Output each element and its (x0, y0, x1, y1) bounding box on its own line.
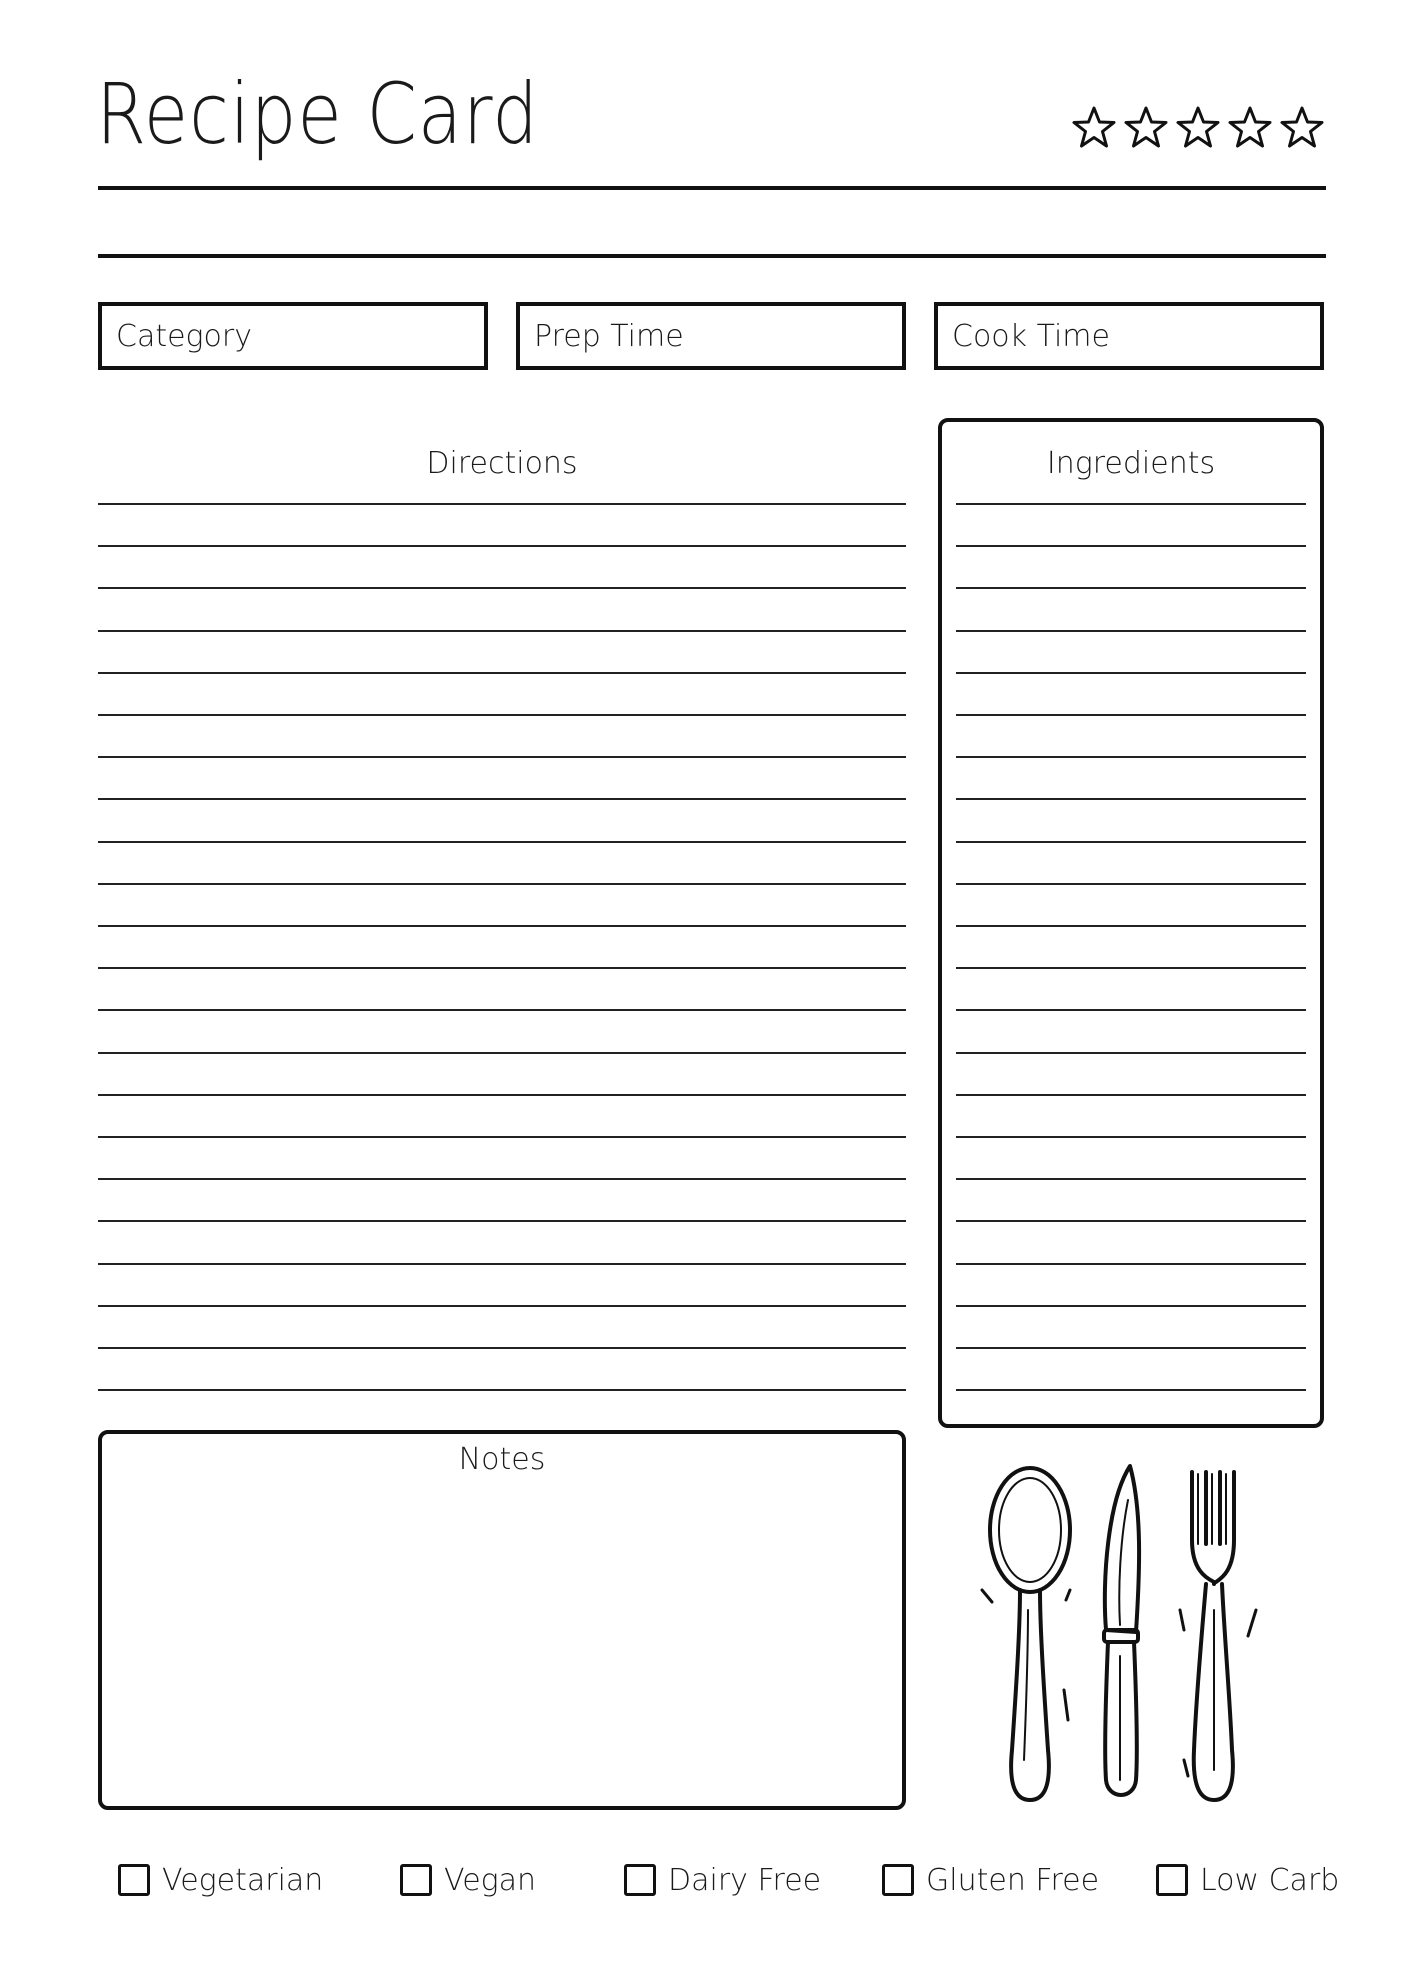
directions-line[interactable] (98, 503, 906, 505)
directions-line[interactable] (98, 1347, 906, 1349)
low-carb-option[interactable] (1156, 1860, 1339, 1900)
directions-line[interactable] (98, 1220, 906, 1222)
dairy-free-option[interactable] (624, 1860, 821, 1900)
ingredients-heading: Ingredients (1046, 446, 1216, 481)
prep-time-label: Prep Time (534, 318, 684, 354)
category-label: Category (116, 318, 252, 354)
directions-heading: Directions (426, 446, 578, 481)
title-underline (98, 186, 1326, 190)
ingredient-line[interactable] (956, 1389, 1306, 1391)
checkbox-icon[interactable] (624, 1864, 656, 1896)
directions-line[interactable] (98, 883, 906, 885)
directions-line[interactable] (98, 587, 906, 589)
checkbox-icon[interactable] (118, 1864, 150, 1896)
star-icon[interactable] (1226, 104, 1274, 152)
directions-line[interactable] (98, 798, 906, 800)
gluten-free-option[interactable] (882, 1860, 1099, 1900)
directions-line[interactable] (98, 1263, 906, 1265)
vegetarian-label: Vegetarian (162, 1862, 324, 1898)
notes-box[interactable] (98, 1430, 906, 1810)
ingredient-line[interactable] (956, 883, 1306, 885)
checkbox-icon[interactable] (882, 1864, 914, 1896)
ingredient-line[interactable] (956, 503, 1306, 505)
rating-stars[interactable] (1070, 104, 1326, 152)
vegan-label: Vegan (444, 1862, 537, 1898)
dairy-free-label: Dairy Free (668, 1862, 822, 1898)
spoon-icon (982, 1468, 1070, 1800)
knife-icon (1104, 1466, 1139, 1795)
ingredient-line[interactable] (956, 1347, 1306, 1349)
ingredients-panel (938, 418, 1324, 1428)
directions-line[interactable] (98, 630, 906, 632)
recipe-name-line[interactable] (98, 254, 1326, 258)
cutlery-illustration (970, 1460, 1280, 1810)
vegan-option[interactable] (400, 1860, 536, 1900)
directions-line[interactable] (98, 714, 906, 716)
ingredient-line[interactable] (956, 630, 1306, 632)
checkbox-icon[interactable] (1156, 1864, 1188, 1896)
directions-line[interactable] (98, 672, 906, 674)
ingredient-line[interactable] (956, 672, 1306, 674)
directions-line[interactable] (98, 925, 906, 927)
directions-line[interactable] (98, 1094, 906, 1096)
directions-line[interactable] (98, 841, 906, 843)
ingredient-line[interactable] (956, 1052, 1306, 1054)
ingredient-line[interactable] (956, 1263, 1306, 1265)
directions-line[interactable] (98, 1389, 906, 1391)
gluten-free-label: Gluten Free (926, 1862, 1100, 1898)
notes-heading: Notes (458, 1442, 546, 1477)
prep-time-field[interactable] (516, 302, 906, 370)
fork-icon (1180, 1472, 1256, 1800)
low-carb-label: Low Carb (1200, 1862, 1340, 1898)
directions-line[interactable] (98, 1178, 906, 1180)
directions-line[interactable] (98, 1136, 906, 1138)
vegetarian-option[interactable] (118, 1860, 323, 1900)
cook-time-label: Cook Time (952, 318, 1110, 354)
directions-line[interactable] (98, 756, 906, 758)
ingredient-line[interactable] (956, 1178, 1306, 1180)
star-icon[interactable] (1174, 104, 1222, 152)
ingredient-line[interactable] (956, 587, 1306, 589)
ingredient-line[interactable] (956, 756, 1306, 758)
directions-line[interactable] (98, 545, 906, 547)
directions-line[interactable] (98, 967, 906, 969)
star-icon[interactable] (1122, 104, 1170, 152)
ingredient-line[interactable] (956, 1094, 1306, 1096)
cook-time-field[interactable] (934, 302, 1324, 370)
ingredient-line[interactable] (956, 1009, 1306, 1011)
checkbox-icon[interactable] (400, 1864, 432, 1896)
page-title: Recipe Card (96, 65, 539, 163)
ingredient-line[interactable] (956, 1136, 1306, 1138)
ingredient-line[interactable] (956, 1305, 1306, 1307)
ingredient-line[interactable] (956, 545, 1306, 547)
ingredient-line[interactable] (956, 925, 1306, 927)
directions-line[interactable] (98, 1009, 906, 1011)
category-field[interactable] (98, 302, 488, 370)
directions-line[interactable] (98, 1305, 906, 1307)
ingredient-line[interactable] (956, 798, 1306, 800)
star-icon[interactable] (1278, 104, 1326, 152)
ingredient-line[interactable] (956, 714, 1306, 716)
ingredient-line[interactable] (956, 1220, 1306, 1222)
directions-line[interactable] (98, 1052, 906, 1054)
ingredient-line[interactable] (956, 967, 1306, 969)
ingredient-line[interactable] (956, 841, 1306, 843)
star-icon[interactable] (1070, 104, 1118, 152)
